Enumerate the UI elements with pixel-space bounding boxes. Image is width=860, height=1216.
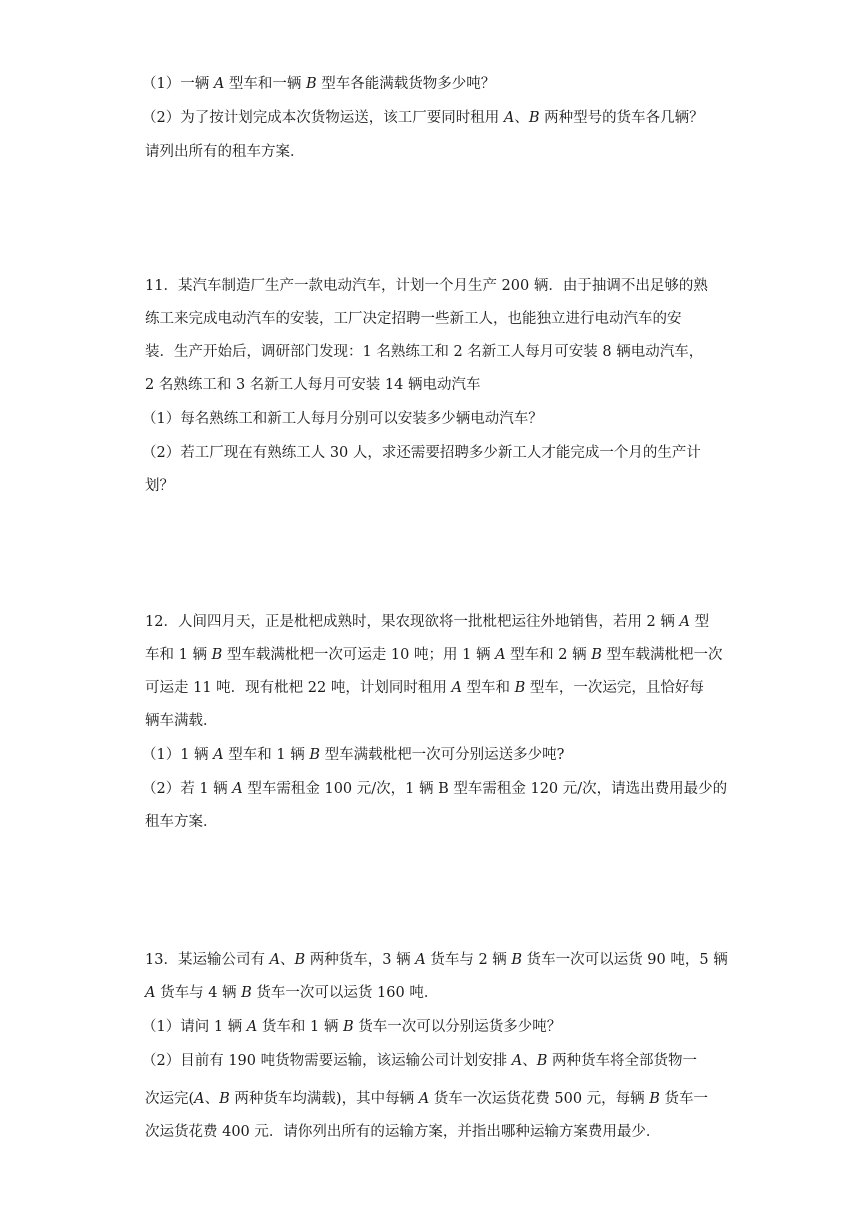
q13-line1: 13．某运输公司有 A、B 两种货车，3 辆 A 货车与 2 辆 B 货车一次可以运货 90 吨，5 辆 <box>145 952 728 968</box>
q11-line3: 装．生产开始后，调研部门发现：1 名熟练工和 2 名新工人每月可安装 8 辆电动汽车， <box>145 344 704 360</box>
q12-line2: 车和 1 辆 B 型车载满枇杷一次可运走 10 吨；用 1 辆 A 型车和 2 辆 B 型车载满枇杷一次 <box>145 647 723 663</box>
q12-sub2-line2: 租车方案． <box>145 814 218 830</box>
q11-line1: 11．某汽车制造厂生产一款电动汽车，计划一个月生产 200 辆．由于抽调不出足够的熟 <box>145 278 708 294</box>
q13-sub2-line2: 次运完(A、B 两种货车均满载)，其中每辆 A 货车一次运货花费 500 元，每辆 B 货车一 <box>145 1091 709 1107</box>
q12-line4: 辆车满载． <box>145 713 218 729</box>
q12-line1: 12．人间四月天，正是枇杷成熟时，果农现欲将一批枇杷运往外地销售，若用 2 辆 A 型 <box>145 614 710 630</box>
q11-line4: 2 名熟练工和 3 名新工人每月可安装 14 辆电动汽车 <box>145 377 481 393</box>
q13-line2: A 货车与 4 辆 B 货车一次可以运货 160 吨． <box>145 985 439 1001</box>
q13-sub2-line3: 次运货花费 400 元．请你列出所有的运输方案，并指出哪种运输方案费用最少． <box>145 1124 661 1140</box>
q13-sub1: （1）请问 1 辆 A 货车和 1 辆 B 货车一次可以分别运货多少吨？ <box>142 1019 562 1035</box>
q11-sub2-line2: 划？ <box>145 478 174 494</box>
q10-sub1: （1）一辆 A 型车和一辆 B 型车各能满载货物多少吨？ <box>142 76 496 92</box>
q12-line3: 可运走 11 吨．现有枇杷 22 吨，计划同时租用 A 型车和 B 型车，一次运完，且恰好每 <box>145 680 704 696</box>
q10-sub2-line2: 请列出所有的租车方案． <box>145 144 305 160</box>
q10-sub2-line1: （2）为了按计划完成本次货物运送，该工厂要同时租用 A、B 两种型号的货车各几辆？ <box>142 110 704 126</box>
q11-line2: 练工来完成电动汽车的安装，工厂决定招聘一些新工人，也能独立进行电动汽车的安 <box>145 311 682 327</box>
q11-sub2-line1: （2）若工厂现在有熟练工人 30 人，求还需要招聘多少新工人才能完成一个月的生产计 <box>142 445 701 461</box>
q11-sub1: （1）每名熟练工和新工人每月分别可以安装多少辆电动汽车？ <box>142 411 543 427</box>
q13-sub2-line1: （2）目前有 190 吨货物需要运输，该运输公司计划安排 A、B 两种货车将全部货物一 <box>142 1053 697 1069</box>
q12-sub1: （1）1 辆 A 型车和 1 辆 B 型车满载枇杷一次可分别运送多少吨? <box>142 747 565 763</box>
q12-sub2-line1: （2）若 1 辆 A 型车需租金 100 元/次，1 辆 B 型车需租金 120 元/次，请选出费用最少的 <box>142 781 728 797</box>
